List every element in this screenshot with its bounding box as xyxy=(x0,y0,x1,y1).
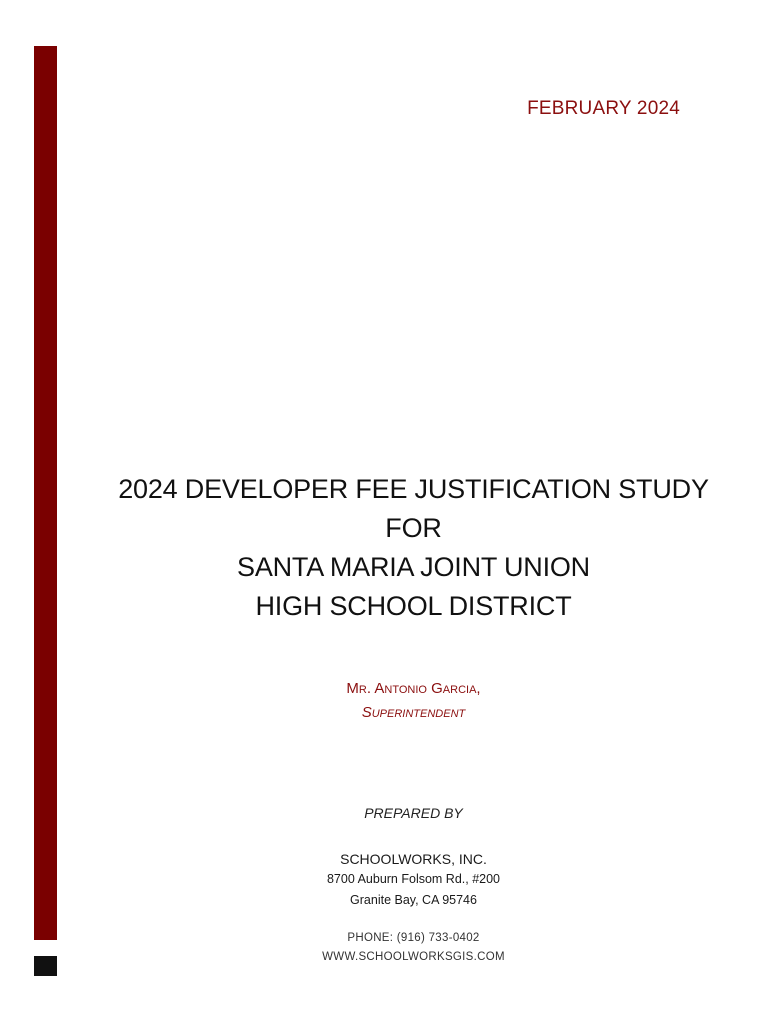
superintendent-role: Superintendent xyxy=(361,704,466,721)
title-line-1: 2024 DEVELOPER FEE JUSTIFICATION STUDY xyxy=(118,474,709,504)
document-date: FEBRUARY 2024 xyxy=(527,98,680,119)
superintendent-block xyxy=(57,677,770,725)
superintendent-name: Mr. Antonio Garcia, xyxy=(346,680,481,697)
document-title xyxy=(57,470,770,626)
side-accent-bar xyxy=(34,46,57,940)
company-name: SCHOOLWORKS, INC. xyxy=(340,851,487,867)
company-address-line-2: Granite Bay, CA 95746 xyxy=(350,893,477,907)
title-line-2: FOR xyxy=(385,513,442,543)
title-line-4: HIGH SCHOOL DISTRICT xyxy=(255,591,572,621)
title-line-3: SANTA MARIA JOINT UNION xyxy=(237,552,590,582)
corner-square xyxy=(34,956,57,976)
company-phone: PHONE: (916) 733-0402 xyxy=(347,932,480,944)
contact-block xyxy=(57,929,770,967)
company-block xyxy=(57,849,770,911)
company-address-line-1: 8700 Auburn Folsom Rd., #200 xyxy=(326,872,501,886)
company-website: WWW.SCHOOLWORKSGIS.COM xyxy=(322,951,505,963)
prepared-by-label: PREPARED BY xyxy=(364,805,463,821)
